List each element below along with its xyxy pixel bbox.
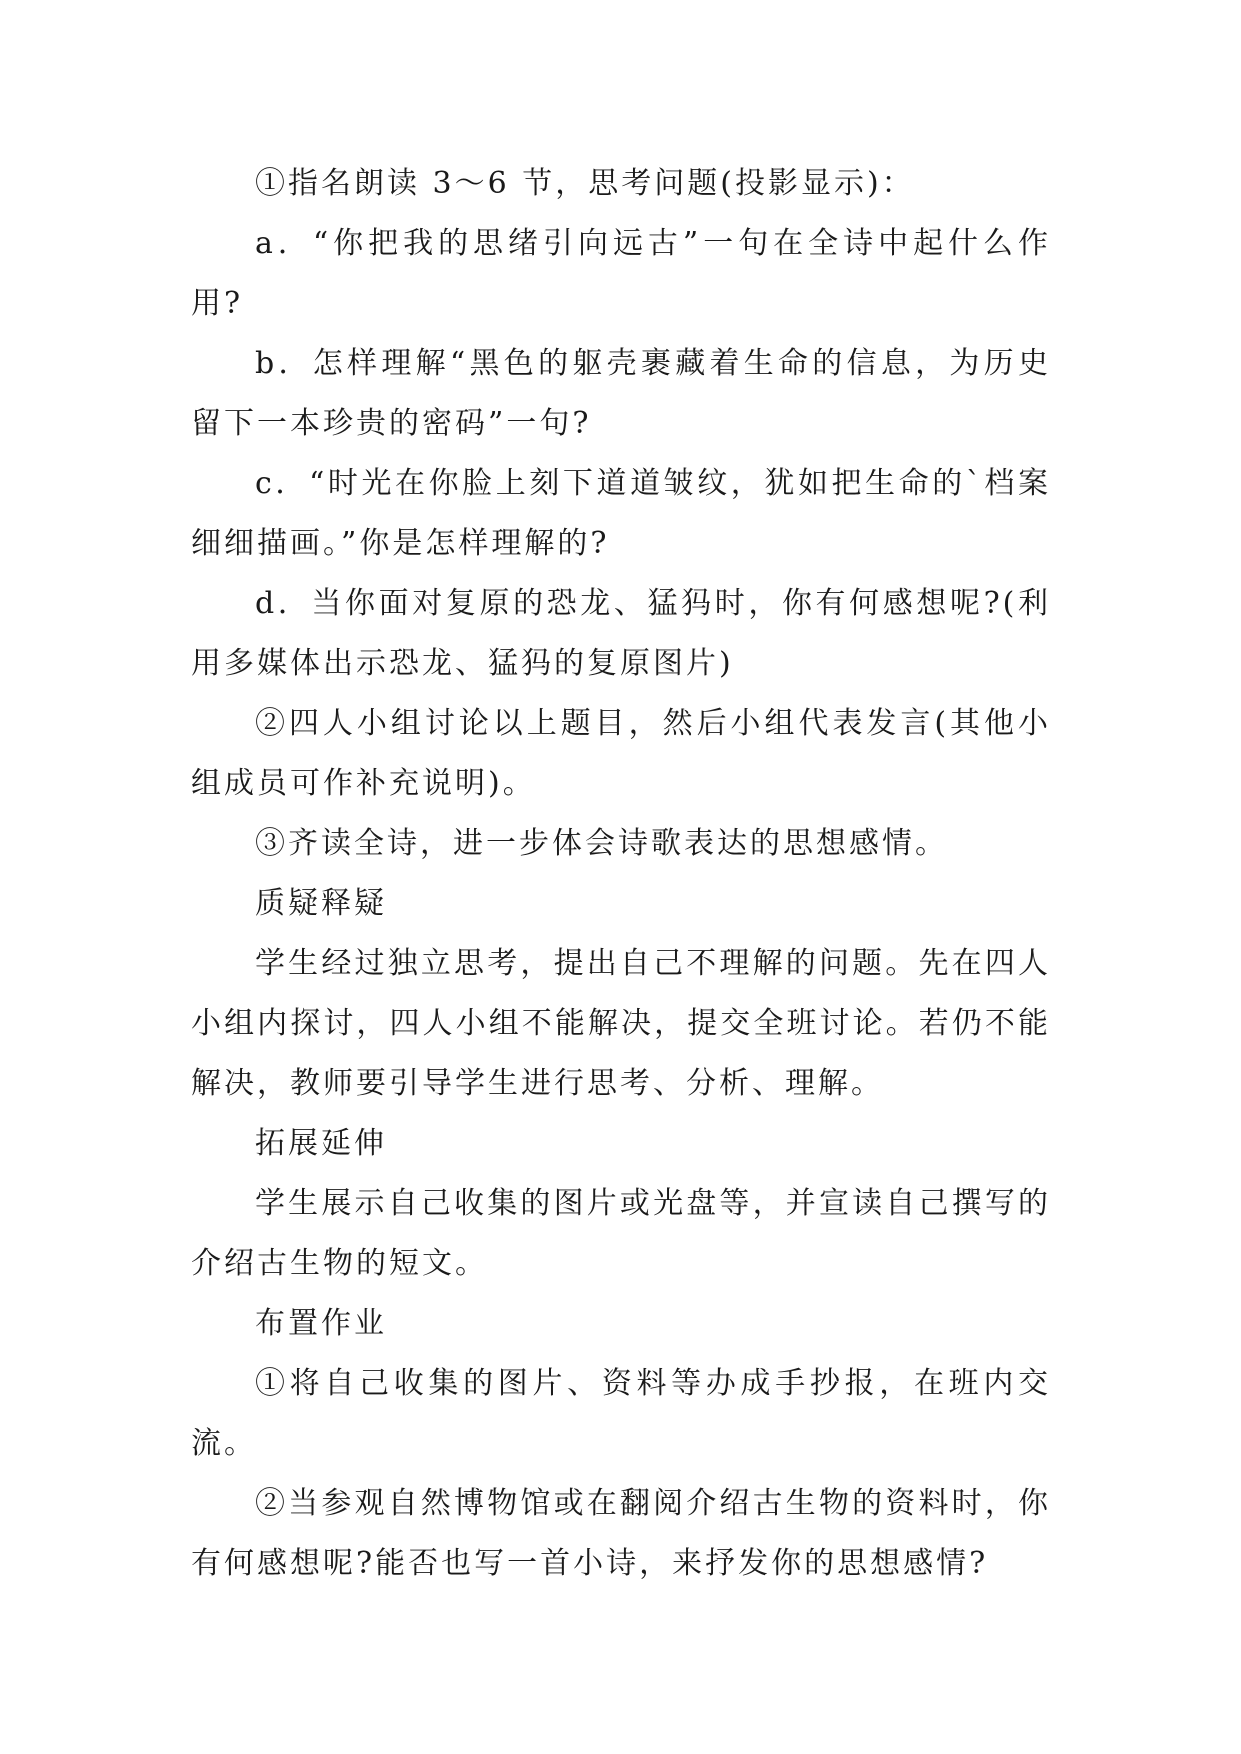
question-a: a．“你把我的思绪引向远古”一句在全诗中起什么作用? [191, 226, 1051, 321]
question-instruction: ①指名朗读 3～6 节，思考问题(投影显示)： [255, 166, 915, 201]
section-heading-extension: 拓展延伸 [255, 1126, 387, 1161]
qa-paragraph: 学生经过独立思考，提出自己不理解的问题。先在四人小组内探讨，四人小组不能解决，提交全班讨论。若仍不能解决，教师要引导学生进行思考、分析、理解。 [191, 946, 1051, 1101]
homework-item-1: ①将自己收集的图片、资料等办成手抄报，在班内交流。 [191, 1366, 1051, 1461]
group-discussion: ②四人小组讨论以上题目，然后小组代表发言(其他小组成员可作补充说明)。 [191, 706, 1051, 801]
extension-paragraph: 学生展示自己收集的图片或光盘等，并宣读自己撰写的介绍古生物的短文。 [191, 1186, 1051, 1281]
question-b: b．怎样理解“黑色的躯壳裹藏着生命的信息，为历史留下一本珍贵的密码”一句? [191, 346, 1051, 441]
read-aloud: ③齐读全诗，进一步体会诗歌表达的思想感情。 [255, 826, 948, 861]
homework-item-2: ②当参观自然博物馆或在翻阅介绍古生物的资料时，你有何感想呢?能否也写一首小诗，来抒发你的思想感情? [191, 1486, 1051, 1581]
section-heading-homework: 布置作业 [255, 1306, 387, 1341]
question-c: c．“时光在你脸上刻下道道皱纹，犹如把生命的`档案细细描画。”你是怎样理解的? [191, 466, 1051, 561]
section-heading-qa: 质疑释疑 [255, 886, 387, 921]
document-body [191, 154, 1051, 1594]
question-d: d．当你面对复原的恐龙、猛犸时，你有何感想呢?(利用多媒体出示恐龙、猛犸的复原图片) [191, 586, 1051, 681]
